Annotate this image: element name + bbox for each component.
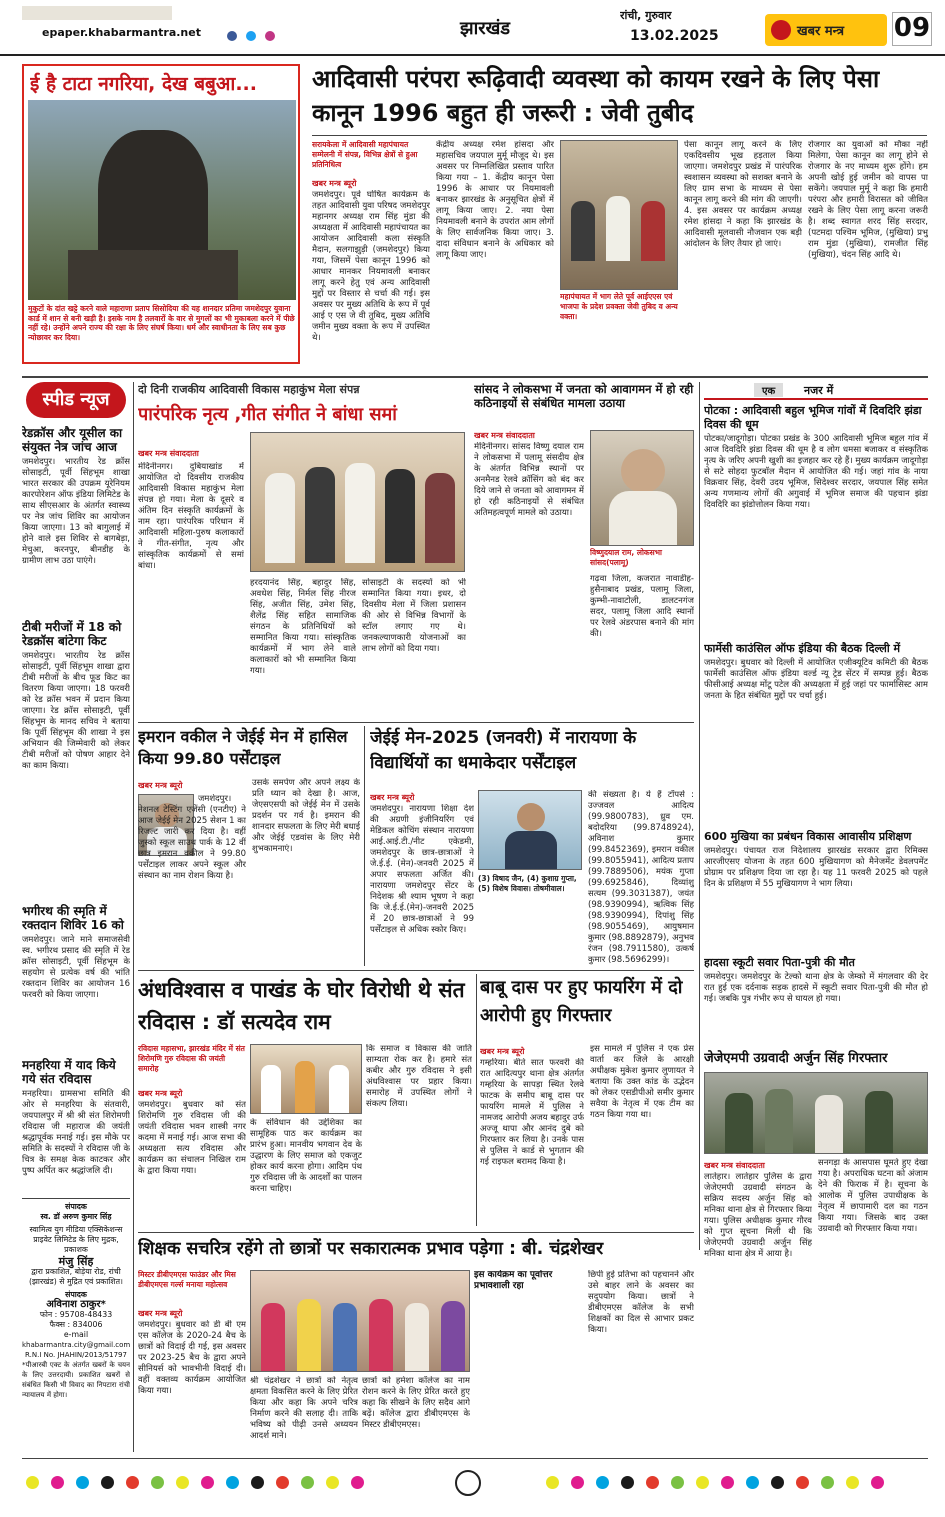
mahakumbh-body-1: मेदिनीनगर। दुबियाखांड में आयोजित दो दिवसीय राजकीय आदिवासी विकास महाकुंभ मेला संपन्न हो गया। मेला के दूसरे व अंतिम दिन संस्कृति कार्यक्रमों के नाम रहा। पारंपरिक परिधान में आदिवासी महिला-पुरुष कलाकारों ने गीत-संगीत, नृत्य और सांस्कृतिक कार्यक्रमों से समां बांधा।	[138, 462, 244, 571]
jee-body-2: की संख्यता है। ये हैं टॉपर्स : उज्जवल आदित्य (99.9800783), ध्रुव एम. बदोदरिया (99.8748924), अविनाश कुमार (99.8452369), इमरान वकील (99.8055941), आदित्य प्रताप (99.7889506), मयंक गुप्ता (99.6925846), दिव्यांशु सत्यम (99.3031387), जयंत (98.9390994), ऋत्विक सिंह (98.9390994), दिपांशु सिंह (98.9055469), आयुषमान कुमार (98.8892879), अनुभव रंजन (98.7911580), उत्कर्ष कुमार (98.5696299)।	[588, 790, 694, 965]
speed-news-body: जमशेदपुर। भारतीय रेड क्रॉस सोसाइटी, पूर्वी सिंहभूम शाखा भारत सरकार की उपक्रम यूरेनियम कारपोरेशन ऑफ इंडिया लिमिटेड के साथ सीएसआर के अंतर्गत स्वास्थ्य पर नेत्र जांच शिविर का आयोजन किया जाएगा। 13 को बागुलाई में होने वाले इस शिविर से बागबेड़ा, मेचुआ, करनपुर, बीनडीह के ग्रामीण लाभ उठा पाएंगे।	[22, 457, 130, 566]
color-dot	[351, 1476, 364, 1489]
education-byline: खबर मन्त्र ब्यूरो	[138, 1309, 183, 1318]
nazar-title: फार्मेसी काउंसिल ऑफ इंडिया की बैठक दिल्ली में	[704, 642, 901, 655]
registration-marks	[0, 1466, 945, 1506]
speed-news-item	[22, 426, 130, 616]
lead-photo-caption: महापंचायत में भाग लेते पूर्व आईएएस एवं भाजपा के प्रदेश प्रवक्ता जेवी तुबिद व अन्य वक्ता।	[560, 292, 678, 321]
color-dot	[251, 1476, 264, 1489]
arrest-photo	[704, 1072, 928, 1154]
imprint-resident-label: संपादक	[65, 1290, 87, 1299]
ravidas-body-3: कि समाज व विकास की जाति साम्यता रोक कर है। हमारे संत कबीर और गुरु रविदास ने इसी अंधविश्वास पर प्रहार किया। समारोह में उपस्थित लोगों ने संकल्प लिया।	[366, 1044, 472, 1109]
imprint-publisher: स्वामित्व युग मीडिया एक्सिकेशन्स प्राइवेट लिमिटेड के लिए मुद्रक, प्रकाशक	[29, 1225, 123, 1254]
mahakumbh-photo	[250, 432, 465, 572]
education-bullet: मिस्टर डीबीएमएस फाउंडर और मिस डीबीएमएस गर्ल्स मनाया महोत्सव	[138, 1270, 236, 1289]
instagram-icon[interactable]	[265, 31, 275, 41]
imprint-rni: R.N.I No. JHAHIN/2013/51797	[25, 1351, 127, 1359]
nazar-label-left: एक	[754, 383, 783, 397]
mahakumbh-kicker: दो दिनी राजकीय आदिवासी विकास महाकुंभ मेला संपन्न	[138, 383, 360, 396]
imprint-resident-editor: अविनाश ठाकुर*	[46, 1299, 106, 1310]
babu-das-body-1: गम्हरिया। बीते सात फरवरी की रात आदित्यपुर थाना क्षेत्र अंतर्गत गम्हरिया के सापड़ा स्थित रेलवे फाटक के समीप बाबू दास पर फायरिंग मामले में पुलिस ने नामजद आरोपी अजय बहादुर उर्फ अज्जू थापा और आनंद दुबे को गिरफ्तार कर लिया है। उनके पास से पुलिस ने कार्ड से भुगतान की गई राइफल बरामद किया है।	[480, 1058, 584, 1167]
education-body-3: छात्रों को हमेशा कॉलेज का नाम रोशन करने के लिए प्रेरित करते हुए कहा कि सीखने के लिए सदैव आगे बढ़ें। कॉलेज द्वारा डीबीएमएस के मिस्टर डीबीएमएस।	[362, 1376, 470, 1430]
color-dot	[846, 1476, 859, 1489]
color-dot	[746, 1476, 759, 1489]
brand-badge	[765, 14, 887, 46]
lead-col4: पेसा कानून लागू करने के लिए एकदिवसीय भूख हड़ताल किया जाएगा। जमशेदपुर प्रखंड में पारंपरिक स्वशासन व्यवस्था को सशक्त बनाने के लिए ग्राम सभा के माध्यम से पेसा कानून लागू करने की मांग की जाएगी। 4. इस अवसर पर कार्यक्रम अध्यक्ष रमेश हांसदा ने कहा कि झारखंड के आदिवासी मूलवासी नौजवान एक बड़ी आंदोलन के लिए तैयार हो जाएं।	[684, 140, 802, 249]
arrest-body-2: सनगड़ा के आसपास घूमते हुए देखा गया है। अपराधिक घटना को अंजाम देने की फिराक में है। सूचना के आलोक में पुलिस उपाधीक्षक के नेतृत्व में छापामारी दल का गठन किया गया। जिसके बाद उक्त उग्रवादी को गिरफ्तार किया गया।	[818, 1158, 928, 1234]
mahakumbh-body-2: हरदयानंद सिंह, बहादुर सिंह, अवधेश सिंह, निर्मल सिंह नीरज सिंह, अजीत सिंह, उमेश सिंह, शैलेंद्र सिंह सहित सामाजिक संगठन के प्रतिनिधियों को सम्मानित किया गया। सांस्कृतिक कार्यक्रमों में भाग लेने वाले कलाकारों को भी सम्मानित किया गया।	[250, 578, 356, 676]
education-body-4: छिपी हुई प्रतिभा को पहचानने और उसे बाहर लाने के अवसर का सदुपयोग किया। छात्रों ने डीबीएमएस कॉलेज के सभी शिक्षकों का दिल से आभार प्रकट किया।	[588, 1270, 694, 1335]
jee-headline: जेईई मेन-2025 (जनवरी) में नारायणा के विद्यार्थियों का धमाकेदार पर्सेंटाइल	[370, 728, 637, 773]
color-dot	[671, 1476, 684, 1489]
color-dot	[646, 1476, 659, 1489]
speed-news-body: मनहरिया। ग्रामसभा समिति की ओर से मनहरिया के संतवारी, जयपालपुर में श्री श्री संत शिरोमणी रविदास जी महाराज की जयंती श्रद्धापूर्वक मनाई गई। इस मौके पर समिति के सदस्यों ने रविदास जी के चित्र के समक्ष केक काटकर और पुष्प अर्पित कर श्रद्धांजलि दी।	[22, 1089, 130, 1176]
imprint-note: *पीआरबी एक्ट के अंतर्गत खबरों के चयन के लिए उत्तरदायी। प्रकाशित खबरों से संबंधित किसी भी विवाद का निपटारा रांची न्यायालय में होगा।	[22, 1361, 130, 1399]
color-dot	[176, 1476, 189, 1489]
page-number: 09	[892, 12, 932, 46]
imprint-editor: स्व. डॉ अरुण कुमार सिंह	[40, 1212, 112, 1221]
statue-photo	[28, 100, 296, 300]
speed-news-column	[22, 382, 130, 1194]
nazar-label-right: नजर में	[804, 384, 834, 397]
mp-body-1: मेदिनीनगर। सांसद विष्णु दयाल राम ने लोकसभा में पलामू संसदीय क्षेत्र के अंतर्गत विभिन्न स्थानों पर अनमैनड रेलवे क्रॉसिंग को बंद कर दिये जाने से जनता को आवागमन में हो रही कठिनाइयों से संबंधित अतिमहत्वपूर्ण मामले को उठाया।	[474, 442, 584, 518]
nazar-label	[704, 382, 928, 400]
brand-name: खबर मन्त्र	[797, 24, 845, 39]
ad-logo-strip	[22, 6, 172, 20]
dateline-date: 13.02.2025	[630, 28, 719, 44]
speed-news-label: स्पीड न्यूज	[26, 382, 126, 418]
color-dot	[101, 1476, 114, 1489]
social-icons	[225, 26, 285, 42]
imran-byline: खबर मन्त्र ब्यूरो	[138, 781, 183, 790]
jee-photo	[478, 790, 582, 870]
photo-feature-title: ई है टाटा नगरिया, देख बबुआ...	[30, 73, 257, 95]
color-dot	[821, 1476, 834, 1489]
nazar-item	[704, 404, 928, 640]
education-headline: शिक्षक सचरित्र रहेंगे तो छात्रों पर सकारात्मक प्रभाव पड़ेगा : बी. चंद्रशेखर	[138, 1239, 604, 1259]
ravidas-photo	[250, 1044, 362, 1114]
mp-photo-caption: विष्णुदयाल राम, लोकसभा सांसद(पलामू)	[590, 548, 662, 567]
ravidas-byline: खबर मन्त्र ब्यूरो	[138, 1089, 183, 1098]
arrest-headline: जेजेएमपी उग्रवादी अर्जुन सिंह गिरफ्तार	[704, 1051, 888, 1066]
jee-body-1: जमशेदपुर। नारायणा शिक्षा देश की अग्रणी इंजीनियरिंग एवं मेडिकल कोचिंग संस्थान नारायणा आई.आई.टी./नीट एकेडमी, जमशेदपुर के छात्र-छात्राओं ने जे.ई.ई. (मेन)-जनवरी 2025 में अपार सफलता अर्जित की। नारायणा जमशेदपुर सेंटर के निदेशक श्री श्याम भूषण ने कहा कि जे.ई.ई.(मेन)-जनवरी 2025 में 20 छात्र-छात्राओं ने 99 पर्सेंटाइल से अधिक स्कोर किए।	[370, 804, 474, 935]
mahakumbh-byline: खबर मन्त्र संवाददाता	[138, 449, 199, 458]
color-dot	[721, 1476, 734, 1489]
color-dot	[871, 1476, 884, 1489]
jee-byline: खबर मन्त्र ब्यूरो	[370, 793, 415, 802]
imprint-box	[22, 1198, 130, 1454]
education-photo	[250, 1270, 470, 1372]
imran-headline: इमरान वकील ने जेईई मेन में हासिल किया 99.80 पर्सेंटाइल	[138, 727, 348, 768]
nazar-item	[704, 830, 928, 954]
mahakumbh-body-3: सोसाइटी के सदस्यों को भी सम्मानित किया गया। इधर, दो दिवसीय मेला में जिला प्रशासन की ओर से विभिन्न विभागों के स्टॉल लगाए गए थे। जनकल्याणकारी योजनाओं का लाभ लोगों को दिया गया।	[362, 578, 466, 654]
jee-photo-caption: (3) विषाद जैन, (4) कुशाग्र गुप्ता, (5) विशेष विवास। तोषमीवाल।	[478, 874, 577, 893]
nazar-body: जमशेदपुर। पंचायत राज निदेशालय झारखंड सरकार द्वारा रिमिक्स आरजीएसए योजना के तहत 600 मुखियागण को मैनेजमेंट डेवलपमेंट प्रोग्राम पर प्रशिक्षण दिया जा रहा है। यह 11 फरवरी 2025 को पहले दिन के प्रशिक्षण में 55 मुखियागण ने भाग लिया।	[704, 846, 928, 889]
masthead	[0, 0, 945, 56]
crosshair-icon	[455, 1470, 481, 1496]
color-dot	[76, 1476, 89, 1489]
brand-logo-icon	[771, 20, 791, 40]
nazar-body: जमशेदपुर। बुधवार को दिल्ली में आयोजित एजीक्यूटिव कमिटी की बैठक फार्मेसी काउंसिल ऑफ इंडिया वर्ल्ड न्यू ट्रेड सेंटर में सम्पन्न हुई। बैठक फीसीआई अध्यक्ष मोंटू पटेल की अध्यक्षता में हुई जहां पर फार्मासिस्ट आम जनता के हित संबंधित मुद्दों पर चर्चा हुई।	[704, 658, 928, 701]
speed-news-title: मनहरिया में याद किये गये संत रविदास	[22, 1058, 116, 1086]
imprint-email-label: e-mail	[63, 1330, 89, 1339]
ravidas-headline: अंधविश्वास व पाखंड के घोर विरोधी थे संत रविदास : डॉ सत्यदेव राम	[138, 978, 465, 1034]
imprint-email[interactable]: khabarmantra.city@gmail.com	[22, 1341, 130, 1349]
twitter-icon[interactable]	[246, 31, 256, 41]
lead-col1: जमशेदपुर। पूर्व घोषित कार्यक्रम के तहत आदिवासी युवा परिषद जमशेदपुर महानगर अध्यक्ष राम सिंह मुंडा की अध्यक्षता में आदिवासी महापंचायत का आयोजन आदिवासी कला संस्कृति मैदान, सलगाझुड़ी (जमशेदपुर) किया गया, जिसमें पेसा कानून 1996 को आधार मानकर नियमावली बनाकर लागू करने हेतु एवं अन्य आदिवासी मुद्दों पर विस्तार से चर्चा की गई। इस अवसर पर मुख्य अतिथि के रूप में पूर्व आई ए एस जे वी तुबिद, मुख्य अतिथि जमीन मुख्य वक्ता के रूप में उपस्थित थे।	[312, 190, 430, 343]
lead-byline: खबर मन्त्र ब्यूरो	[312, 179, 357, 188]
photo-feature	[22, 64, 300, 364]
nazar-title: हादसा स्कूटी सवार पिता-पुत्री की मौत	[704, 956, 855, 969]
statue-caption: मुकुटों के दांत खट्टे करने वाले महाराणा प्रताप सिसोदिया की यह शानदार प्रतिमा जमशेदपुर युवाना कार्ड में शान से बनी खड़ी है। इसके नाम है तलवारों के वार से मुगलों का भी मुकाबला करने में पीछे नहीं रहे। उन्होंने अपने राज्य की रक्षा के लिए संघर्ष किया। धर्म और स्वाधीनता के लिए सब कुछ न्योछावर कर दिया।	[28, 304, 295, 342]
imprint-editor-label: संपादक	[65, 1202, 87, 1211]
mp-photo	[590, 430, 694, 546]
babu-das-body-2: इस मामले में पुलिस ने एक प्रेस वार्ता कर जिले के आरक्षी अधीक्षक मुकेश कुमार लुणायत ने बताया कि उक्त कांड के उद्भेदन को लेकर एसडीपीओ समीर कुमार सवैया के नेतृत्व में एक टीम का गठन किया गया था।	[590, 1044, 694, 1120]
color-dot	[51, 1476, 64, 1489]
speed-news-item	[22, 620, 130, 900]
lead-col2: केंद्रीय अध्यक्ष रमेश हांसदा और महासचिव जयपाल मुर्मू मौजूद थे। इस अवसर पर निम्नलिखित प्रस्ताव पारित किया गया – 1. केंद्रीय कानून पेसा 1996 के आधार पर नियमावली बनाकर झारखंड के अनुसूचित क्षेत्रों में लागू किया जाए। 2. नया पेसा नियमावली बनाने के उपरांत आम लोगों के लिए सार्वजनिक किया जाए। 3. दादा संविधान बनाने के अधिकार को लागू किया जाए।	[436, 140, 554, 260]
lead-photo	[560, 140, 678, 290]
arrest-byline: खबर मन्त्र संवाददाता	[704, 1161, 765, 1170]
imprint-fax: फैक्स : 834006	[49, 1320, 103, 1329]
color-dot	[126, 1476, 139, 1489]
ravidas-bullet: रविदास महासभा, झारखंड मंदिर में संत शिरोमणि गुरु रविदास की जयंती समारोह	[138, 1044, 245, 1073]
mp-body-2: गढ़वा जिला, कजरात नावाडीह-हुसैनाबाद प्रखंड, पलामू जिला, कुम्भी-नावाटोली, डालटनगंज सदर, पलामू जिला आदि स्थानों पर रेलवे अंडरपास बनाने की मांग की।	[590, 574, 694, 639]
color-dot	[771, 1476, 784, 1489]
speed-news-title: टीबी मरीजों में 18 को रेडक्रॉस बांटेगा किट	[22, 620, 122, 648]
lead-bullet: सरायकेला में आदिवासी महापंचायत सम्मेलनी में संपन्न, विभिन्न क्षेत्रों से हुआ प्रतिनिधित्व	[312, 140, 418, 169]
ravidas-body-1: जमशेदपुर। बुधवार को संत शिरोमणि गुरु रविदास जी की जयंती रविदास भवन शास्त्री नगर कदमा में मनाई गई। आज सभा की अध्यक्षता सत्य रविदास और कार्यक्रम का संचालन निखिल राम के द्वारा किया गया।	[138, 1100, 246, 1176]
lead-col5: रोजगार का युवाओं को मौका नहीं मिलेगा, पेसा कानून का लागू होने से रोजगार के नए माध्यम शुरू होंगे। हम अपनी खोई हुई जमीन को वापस पा सकेंगे। जयपाल मुर्मू ने कहा कि हमारी परंपरा और हमारी विरासत को जीवित रखने के लिए पेसा लागू करना जरूरी है। शब्द स्वागत शरद सिंह सरदार, (पटमदा पश्चिम भूमिज, (मुखिया) प्रभु राम मुंडा (मुखिया), रामजीत सिंह (मुखिया), चंदन सिंह आदि थे।	[808, 140, 928, 260]
nazar-body: पोटका/जादूगोड़ा। पोटका प्रखंड के 300 आदिवासी भूमिज बहुल गांव में आज दिवदिरि झंडा दिवस की धूम है व लोग धमसा बजाकर व संस्कृतिक नृत्य के जरिए अपनी खुशी का इजहार कर रहे हैं। मुख्य कार्यक्रम जादूगोड़ा से सटे सोहदा फुटबॉल मैदान में आयोजित की गई। जहां गांव के नाया विक्रवार सिंह, देवरी उदय भूमिज, सिदेश्वर सरदार, जयपाल सिंह समेत अन्य गणमान्य लोगों की अगुवाई में भूमिज समाज की पहचान झंडा दिवदिरि का झंडोत्तोलन किया गया।	[704, 434, 928, 510]
color-dot	[546, 1476, 559, 1489]
color-dot	[301, 1476, 314, 1489]
ravidas-body-2: के संविधान की उद्देशिका का सामूहिक पाठ कर कार्यक्रम का प्रारंभ हुआ। मानवीय भगवान देव के उद्धारण के लिए समाज को एकजुट होकर कार्य करना होगा। आदिम पंथ गुरु रविदास जी के आदर्शों का पालन करना चाहिए।	[250, 1118, 362, 1194]
nazar-item	[704, 956, 928, 1044]
color-dot	[276, 1476, 289, 1489]
color-dot	[226, 1476, 239, 1489]
mp-byline: खबर मन्त्र संवाददाता	[474, 431, 535, 440]
imprint-phone: फोन : 95708-48433	[39, 1310, 113, 1319]
color-dot	[571, 1476, 584, 1489]
color-dot	[151, 1476, 164, 1489]
speed-news-body: जमशेदपुर। भारतीय रेड क्रॉस सोसाइटी, पूर्वी सिंहभूम शाखा द्वारा टीबी मरीजों के बीच फूड किट का वितरण किया जाएगा। 18 फरवरी को रेड क्रॉस भवन में प्रदान किया जाएगा। रेड क्रॉस सोसाइटी, पूर्वी सिंहभूम के मानद सचिव ने बताया कि पूर्वी सिंहभूम की शाखा ने इस अभियान की जिम्मेवारी को लेकर टीबी मरीजों को पोषण आहार देने का काम किया।	[22, 651, 130, 771]
color-dot	[696, 1476, 709, 1489]
color-registration-right	[540, 1474, 930, 1494]
nazar-title: 600 मुखिया का प्रबंधन विकास आवासीय प्रशिक्षण	[704, 830, 912, 843]
color-dot	[596, 1476, 609, 1489]
arrest-body-1: लातेहार। लातेहार पुलिस के द्वारा जेजेएमपी उग्रवादी संगठन के सक्रिय सदस्य अर्जुन सिंह को मनिका थाना क्षेत्र से गिरफ्तार किया गया। पुलिस अधीक्षक कुमार गौरव को गुप्त सूचना मिली थी कि जेजेएमपी उग्रवादी अर्जुन सिंह मनिका थाना क्षेत्र में आया है।	[704, 1172, 812, 1259]
nazar-item	[704, 642, 928, 828]
website-url[interactable]: epaper.khabarmantra.net	[42, 26, 201, 39]
speed-news-body: जमशेदपुर। जाने माने समाजसेवी स्व. भगीरथ प्रसाद की स्मृति में रेड क्रॉस सोसाइटी, पूर्वी सिंहभूम के सहयोग से प्रत्येक वर्ष की भांति रक्तदान शिविर का आयोजन 16 फरवरी को किया जाएगा।	[22, 935, 130, 1000]
babu-das-headline: बाबू दास पर हुए फायरिंग में दो आरोपी हुए गिरफ्तार	[480, 977, 683, 1026]
speed-news-item	[22, 904, 130, 1054]
color-dot	[26, 1476, 39, 1489]
speed-news-title: भगीरथ की स्मृति में रक्तदान शिविर 16 को	[22, 904, 124, 932]
color-dot	[621, 1476, 634, 1489]
lead-headline: आदिवासी परंपरा रूढ़िवादी व्यवस्था को कायम रखने के लिए पेसा कानून 1996 बहुत ही जरूरी : जेवी तुबीद	[312, 65, 880, 127]
color-dot	[326, 1476, 339, 1489]
color-registration-left	[20, 1474, 400, 1494]
mahakumbh-headline: पारंपरिक नृत्य ,गीत संगीत ने बांधा समां	[138, 404, 397, 425]
nazar-title: पोटका : आदिवासी बहुल भूमिज गांवों में दिवदिरि झंडा दिवस की धूम	[704, 404, 922, 431]
imran-body-2: उसके समर्पण और अपने लक्ष्य के प्रति ध्यान को देखा है। आज, जेएसएसपी को जेईई मेन में उसके प्रदर्शन पर गर्व है। इमरान की शानदार सफलता के लिए मेरी बधाई और जेईई एडवांस के लिए मेरी शुभकामनाएं।	[252, 778, 360, 854]
education-body-1: जमशेदपुर। बुधवार को डी बी एम एस कॉलेज के 2020-24 बैच के छात्रों को विदाई दी गई, इस अवसर पर 2023-25 बैच के द्वारा अपने सीनियर्स को भावभीनी विदाई दी। वहीं वक्तव्य कार्यक्रम आयोजित किया गया।	[138, 1320, 246, 1396]
education-body-2: श्री चंद्रशेखर ने छात्रों को नेतृत्व क्षमता विकसित करने के लिए प्रेरित किया और कहा कि अपने चरित्र निर्माण करने की सलाह दी। ताकि भविष्य को पीढ़ी उनसे अध्ययन आदर्श माने।	[250, 1376, 358, 1441]
education-subhead: इस कार्यक्रम का पूर्वोत्तर प्रभावशाली रहा	[474, 1270, 553, 1291]
mp-headline: सांसद ने लोकसभा में जनता को आवागमन में हो रही कठिनाइयों से संबंधित मामला उठाया	[474, 382, 694, 410]
imprint-address: द्वारा प्रकाशित, बोड़ेया रोड, रांची (झारखंड) से मुद्रित एवं प्रकाशित।	[29, 1267, 123, 1286]
facebook-icon[interactable]	[227, 31, 237, 41]
speed-news-title: रेडक्रॉस और यूसील का संयुक्त नेत्र जांच आज	[22, 426, 123, 454]
nazar-body: जमशेदपुर। जमशेदपुर के टेल्को थाना क्षेत्र के जेम्को में मंगलवार की देर रात हुई एक दर्दनाक सड़क हादसे में स्कूटी सवार पिता-पुत्री की मौत हो गई। जबकि पुत्र गंभीर रूप से घायल हो गया।	[704, 972, 928, 1004]
color-dot	[201, 1476, 214, 1489]
imran-body-1: जमशेदपुर। नेशनल टेस्टिंग एजेंसी (एनटीए) ने आज जेईई मेन 2025 सेशन 1 का रिजल्ट जारी कर दिया है। वहीं जुस्को स्कूल साउथ पार्क के 12 वीं छात्र इमरान वकील ने 99.80 पर्सेंटाइल लाकर अपने स्कूल और संस्थान का नाम रोशन किया है।	[138, 794, 246, 881]
speed-news-item	[22, 1058, 130, 1194]
color-dot	[796, 1476, 809, 1489]
dateline-day: रांची, गुरुवार	[620, 9, 672, 22]
imprint-printer: मंजु सिंह	[58, 1255, 94, 1268]
section-name: झारखंड	[460, 18, 510, 39]
babu-das-byline: खबर मन्त्र ब्यूरो	[480, 1047, 525, 1056]
